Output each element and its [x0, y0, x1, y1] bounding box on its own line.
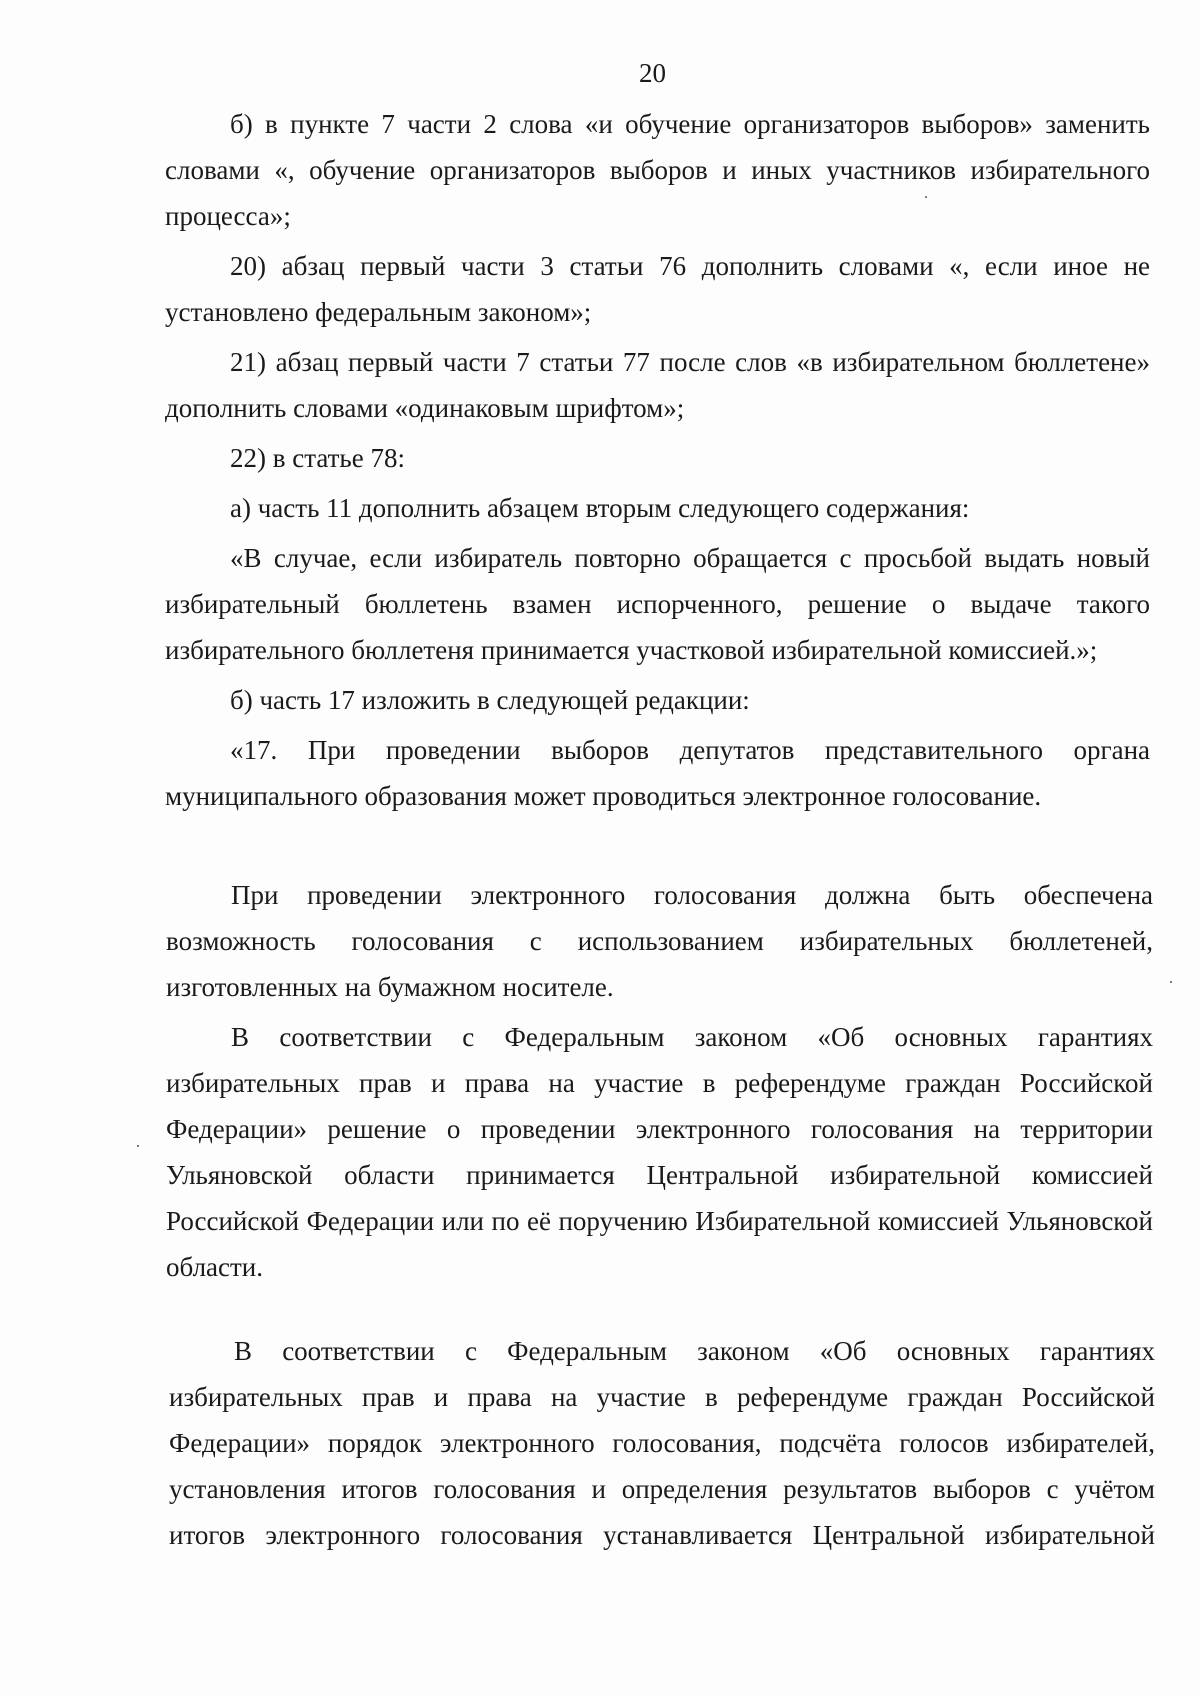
text-block-top — [165, 101, 1150, 819]
paragraph: б) в пункте 7 части 2 слова «и обучение организаторов выборов» заменить словами «, обучение организаторов выборов и иных участников избирательного процесса»; — [165, 109, 1150, 231]
paragraph: В соответствии с Федеральным законом «Об основных гарантиях избирательных прав и права на участие в референдуме граждан Российской Федерации» порядок электронного голосования, подсчёта голосов избирателей, установления итогов голосования и определения результатов выборов с учётом итогов электронного голосования устанавливается Центральной избирательной — [169, 1336, 1155, 1550]
text-block-bottom — [169, 1328, 1155, 1558]
paragraph: В соответствии с Федеральным законом «Об основных гарантиях избирательных прав и права на участие в референдуме граждан Российской Федерации» решение о проведении электронного голосования на территории Ульяновской области принимается Центральной избирательной комиссией Российской Федерации или по её поручению Избирательной комиссией Ульяновской области. — [166, 1022, 1153, 1282]
scan-speck — [925, 196, 927, 198]
paragraph: а) часть 11 дополнить абзацем вторым следующего содержания: — [230, 493, 970, 523]
paragraph: «В случае, если избиратель повторно обращается с просьбой выдать новый избирательный бюллетень взамен испорченного, решение о выдаче такого избирательного бюллетеня принимается участковой избирательной комиссией.»; — [165, 543, 1150, 665]
paragraph: 22) в статье 78: — [230, 443, 405, 473]
page-number: 20 — [639, 58, 666, 88]
paragraph: б) часть 17 изложить в следующей редакции: — [230, 685, 750, 715]
paragraph: 21) абзац первый части 7 статьи 77 после слов «в избирательном бюллетене» дополнить словами «одинаковым шрифтом»; — [165, 347, 1150, 423]
scan-speck — [1170, 981, 1172, 983]
paragraph: При проведении электронного голосования должна быть обеспечена возможность голосования с использованием избирательных бюллетеней, изготовленных на бумажном носителе. — [166, 880, 1153, 1002]
paragraph: «17. При проведении выборов депутатов представительного органа муниципального образования может проводиться электронное голосование. — [165, 735, 1150, 811]
paragraph: 20) абзац первый части 3 статьи 76 дополнить словами «, если иное не установлено федеральным законом»; — [165, 251, 1150, 327]
text-block-middle — [166, 872, 1153, 1290]
scan-speck — [137, 1145, 139, 1147]
